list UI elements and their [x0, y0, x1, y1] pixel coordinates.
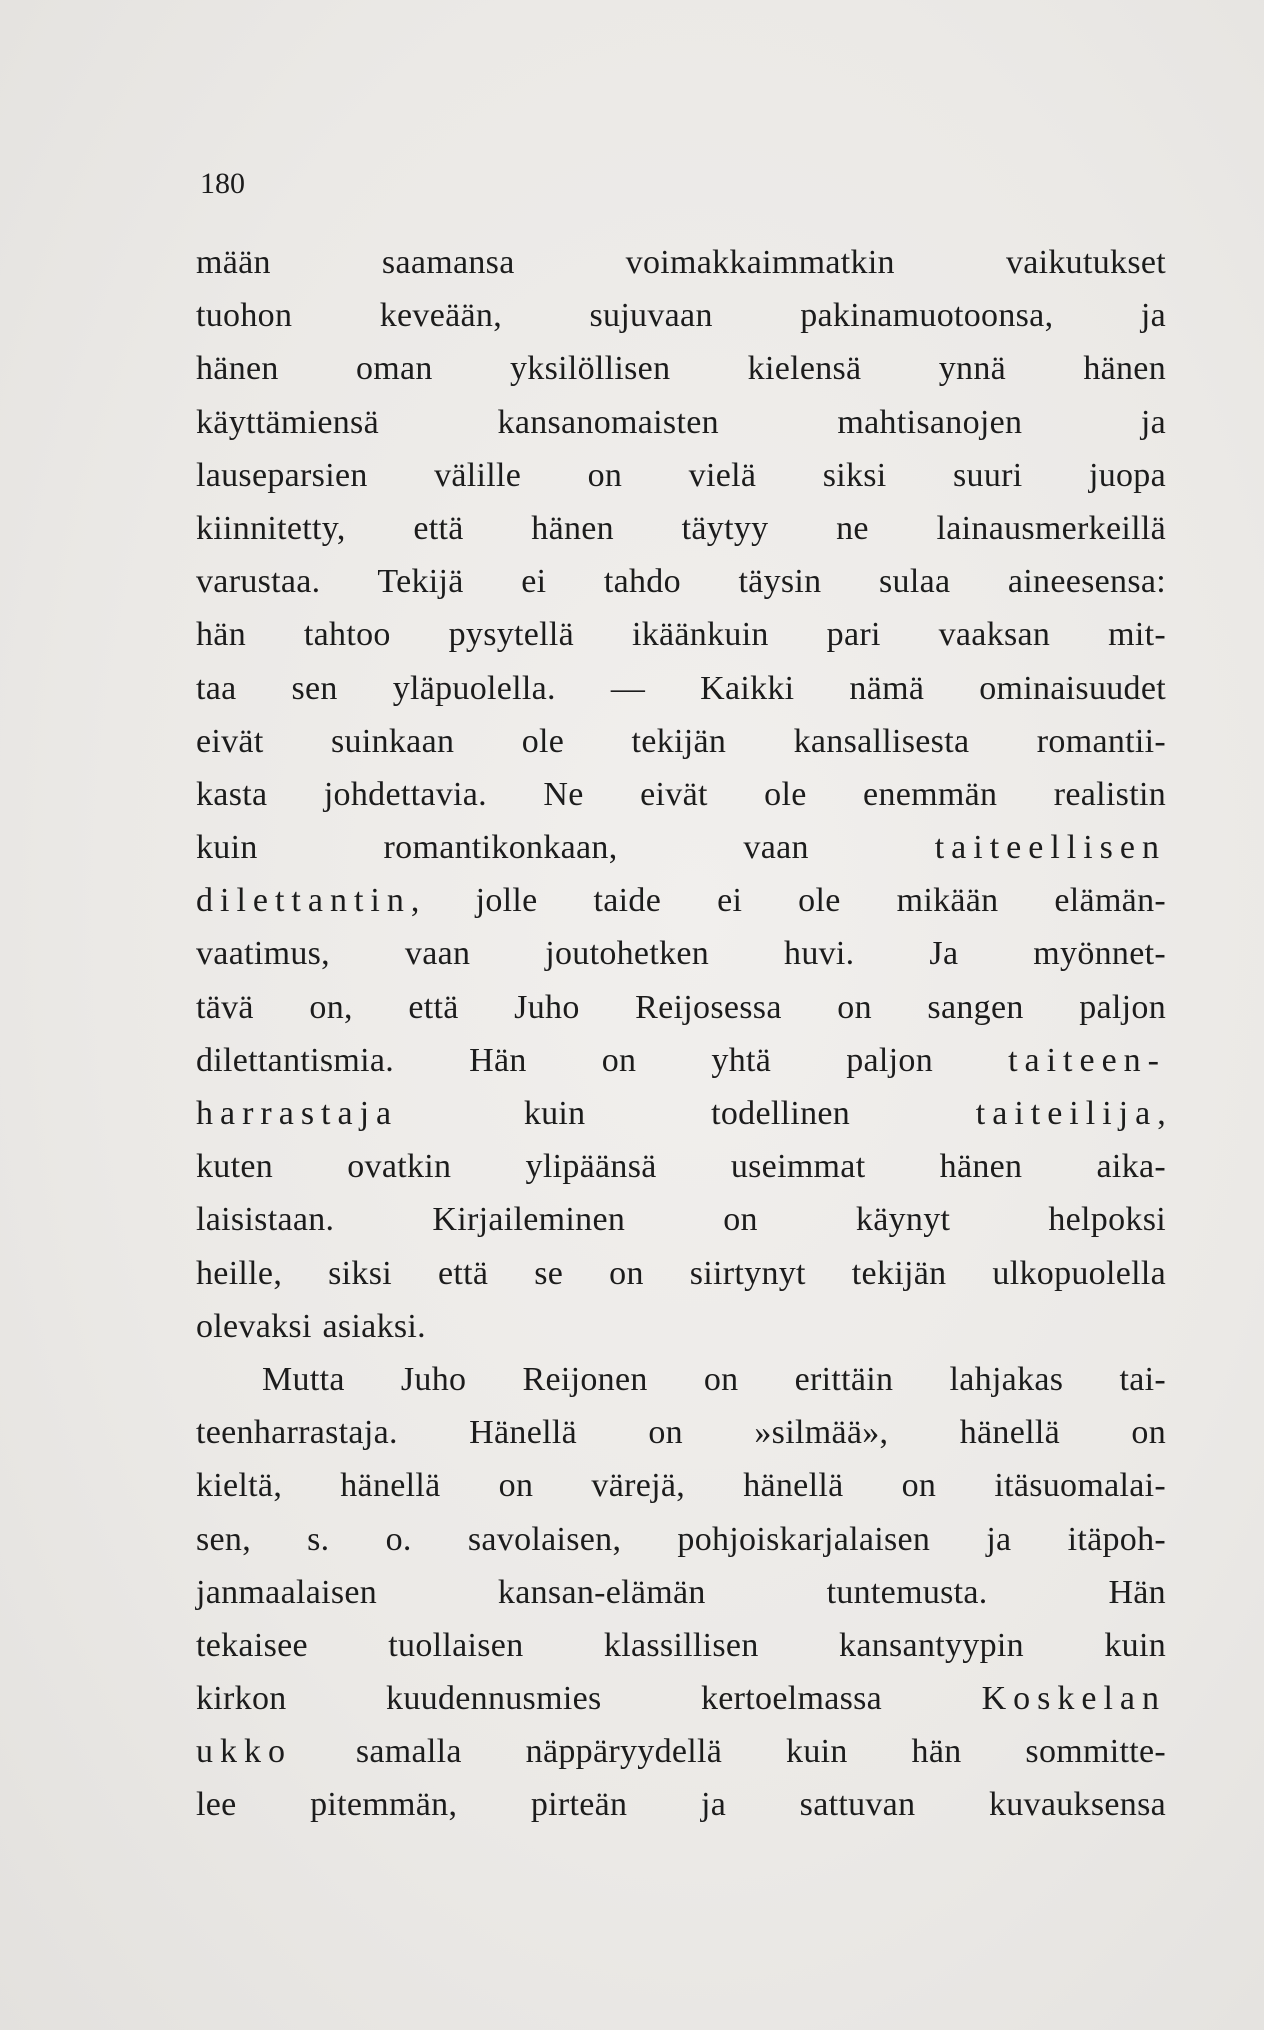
spaced-emphasis-text: Koskelan	[981, 1680, 1166, 1718]
text-line	[196, 608, 1166, 661]
spaced-emphasis-text: harrastaja	[196, 1095, 399, 1132]
text-line	[196, 662, 1166, 715]
spaced-emphasis-text: taiteilija	[975, 1095, 1158, 1132]
text-segment: ,	[1157, 1095, 1166, 1132]
text-line	[196, 1619, 1166, 1672]
text-segment: taa sen yläpuolella. — Kaikki nämä ominaisuudet	[196, 669, 1166, 707]
text-line	[196, 821, 1166, 874]
text-line	[196, 1353, 1166, 1406]
text-segment: tekaisee tuollaisen klassillisen kansantyypin kuin	[196, 1626, 1166, 1664]
text-segment: hän tahtoo pysytellä ikäänkuin pari vaaksan mit-	[196, 616, 1166, 654]
text-line	[196, 715, 1166, 768]
spaced-emphasis-text: dilettantin	[196, 882, 411, 920]
text-segment: mään saamansa voimakkaimmatkin vaikutukset	[196, 244, 1166, 281]
text-line	[196, 1300, 1166, 1353]
text-segment: , jolle taide ei ole mikään elämän-	[410, 882, 1166, 920]
text-line	[196, 1513, 1166, 1566]
text-line	[196, 1140, 1166, 1193]
text-segment: käyttämiensä kansanomaisten mahtisanojen ja	[196, 403, 1166, 441]
text-line	[196, 768, 1166, 821]
text-segment: vaatimus, vaan joutohetken huvi. Ja myönnet-	[196, 935, 1166, 973]
text-segment: tuohon keveään, sujuvaan pakinamuotoonsa, ja	[196, 297, 1166, 335]
text-line	[196, 1566, 1166, 1619]
text-segment: laisistaan. Kirjaileminen on käynyt helpoksi	[196, 1201, 1166, 1239]
text-line	[196, 555, 1166, 608]
spaced-emphasis-text: ukko	[196, 1733, 292, 1771]
text-segment: eivät suinkaan ole tekijän kansallisesta romantii-	[196, 722, 1166, 760]
text-line	[196, 449, 1166, 502]
text-line	[196, 289, 1166, 342]
text-segment: kasta johdettavia. Ne eivät ole enemmän realistin	[196, 775, 1166, 813]
text-line	[196, 1247, 1166, 1300]
text-segment: heille, siksi että se on siirtynyt tekijän ulkopuolella	[196, 1254, 1166, 1292]
text-segment: kirkon kuudennusmies kertoelmassa	[196, 1680, 982, 1718]
text-line	[196, 1087, 1166, 1140]
spaced-emphasis-text: taiteen-	[1008, 1041, 1166, 1079]
text-segment: kiinnitetty, että hänen täytyy ne lainausmerkeillä	[196, 509, 1166, 547]
text-line	[196, 1406, 1166, 1459]
text-line	[196, 396, 1166, 449]
page-number: 180	[200, 167, 245, 200]
text-segment: dilettantismia. Hän on yhtä paljon	[196, 1041, 1009, 1079]
text-segment: janmaalaisen kansan-elämän tuntemusta. Hän	[196, 1573, 1166, 1611]
text-line	[196, 1672, 1166, 1725]
text-segment: varustaa. Tekijä ei tahdo täysin sulaa aineesensa:	[196, 563, 1166, 601]
body-text	[196, 236, 1166, 1832]
text-segment: Mutta Juho Reijonen on erittäin lahjakas tai-	[262, 1360, 1166, 1398]
text-line	[196, 1459, 1166, 1512]
text-segment: tävä on, että Juho Reijosessa on sangen paljon	[196, 988, 1166, 1026]
text-line	[196, 927, 1166, 980]
text-segment: kuin romantikonkaan, vaan	[196, 829, 935, 867]
text-segment: kuin todellinen	[398, 1095, 976, 1132]
spaced-emphasis-text: taiteellisen	[934, 829, 1166, 867]
text-segment: teenharrastaja. Hänellä on »silmää», hänellä on	[196, 1414, 1166, 1452]
text-line	[196, 981, 1166, 1034]
text-line	[196, 1034, 1166, 1087]
text-line	[196, 1725, 1166, 1778]
text-line	[196, 874, 1166, 927]
text-segment: sen, s. o. savolaisen, pohjoiskarjalaisen ja itäpoh-	[196, 1520, 1166, 1558]
text-segment: lee pitemmän, pirteän ja sattuvan kuvauksensa	[196, 1786, 1166, 1824]
text-line	[196, 1193, 1166, 1246]
text-segment: olevaksi asiaksi.	[196, 1307, 426, 1345]
text-segment: samalla näppäryydellä kuin hän sommitte-	[292, 1733, 1166, 1771]
text-segment: lauseparsien välille on vielä siksi suuri juopa	[196, 456, 1166, 494]
text-segment: kuten ovatkin ylipäänsä useimmat hänen aika-	[196, 1148, 1166, 1186]
text-line	[196, 502, 1166, 555]
text-line	[196, 1778, 1166, 1831]
text-segment: kieltä, hänellä on värejä, hänellä on itäsuomalai-	[196, 1467, 1166, 1505]
text-line	[196, 342, 1166, 395]
text-line	[196, 236, 1166, 289]
text-segment: hänen oman yksilöllisen kielensä ynnä hänen	[196, 350, 1166, 388]
